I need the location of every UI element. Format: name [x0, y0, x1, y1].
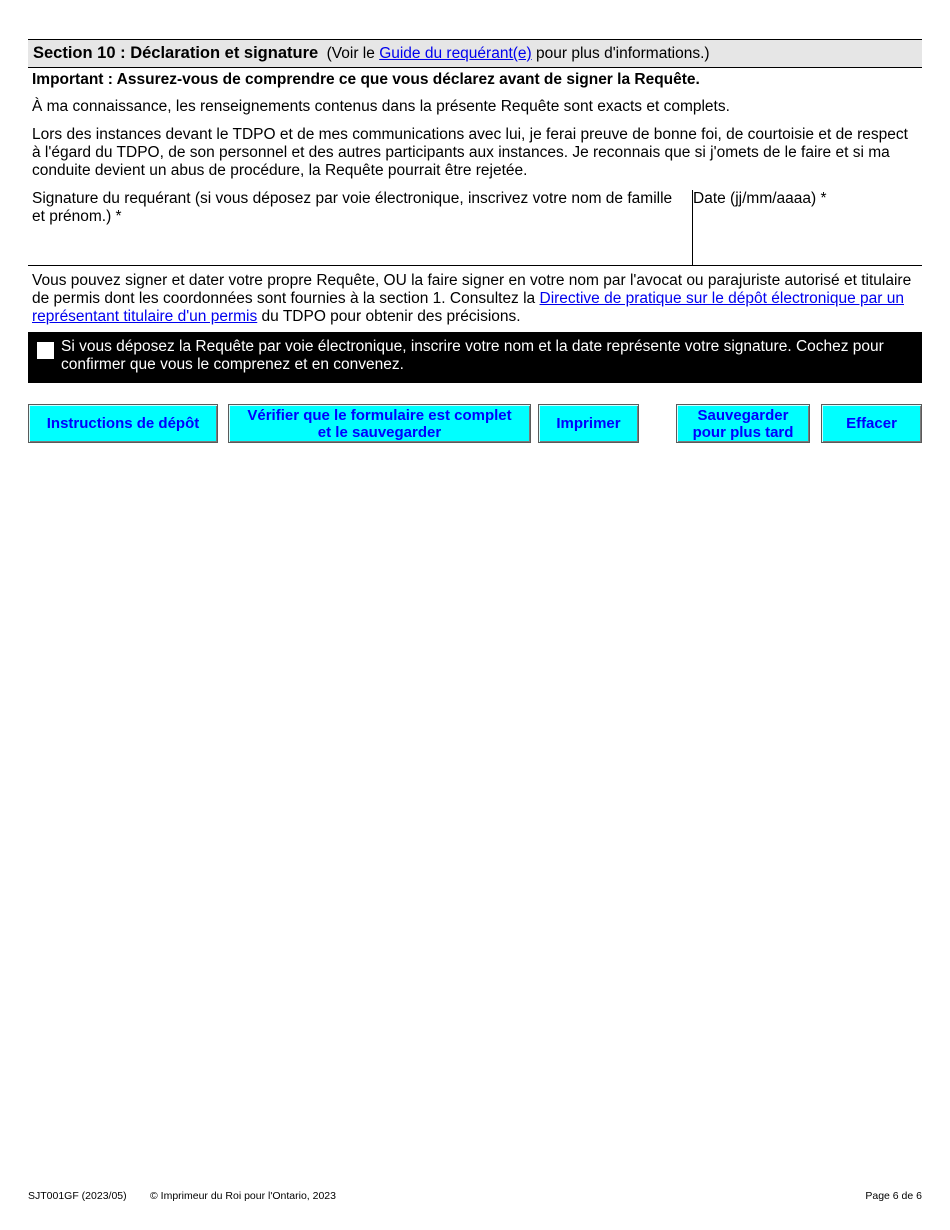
save-later-label-line1: Sauvegarder: [697, 406, 789, 424]
date-field[interactable]: [697, 243, 918, 263]
date-label: Date (jj/mm/aaaa) *: [693, 190, 827, 207]
clear-button[interactable]: [821, 404, 922, 443]
save-later-button[interactable]: [676, 404, 810, 443]
save-later-label-line2: pour plus tard: [692, 423, 794, 441]
signing-info-suffix: du TDPO pour obtenir des précisions.: [257, 308, 521, 325]
filing-instructions-label: Instructions de dépôt: [46, 415, 200, 432]
verify-save-label-line2: et le sauvegarder: [317, 423, 442, 441]
signing-info-text: Vous pouvez signer et dater votre propre Requête, OU la faire signer en votre nom par l'avocat ou parajuriste autorisé et titulaire de permis dont les coordonnées sont fournies à la section 1. Consultez la: [32, 272, 912, 307]
verify-save-label-line1: Vérifier que le formulaire est complet: [247, 406, 512, 424]
section-header: [28, 39, 922, 68]
filing-instructions-button[interactable]: [28, 404, 218, 443]
confirm-checkbox[interactable]: [37, 342, 54, 359]
conduct-statement: Lors des instances devant le TDPO et de mes communications avec lui, je ferai preuve de bonne foi, de courtoisie et de respect à l'égard du TDPO, de son personnel et des autres participants aux instances. Je reconnais que si j'omets de le faire et si ma conduite devient un abus de procédure, la Requête pourrait être rejetée.: [32, 126, 908, 179]
confirmation-bar: [28, 332, 922, 383]
signature-label: Signature du requérant (si vous déposez par voie électronique, inscrivez votre nom de famille et prénom.) *: [32, 190, 673, 225]
page-number: Page 6 de 6: [865, 1190, 922, 1202]
practice-direction-link[interactable]: Directive de pratique sur le dépôt électronique par un représentant titulaire d'un permis: [32, 290, 904, 325]
section-note: [327, 45, 710, 62]
print-button[interactable]: [538, 404, 639, 443]
section-note-prefix: (Voir le: [326, 45, 380, 62]
signature-date-row: [28, 190, 922, 266]
important-notice: Important : Assurez-vous de comprendre ce que vous déclarez avant de signer la Requête.: [32, 71, 700, 88]
accuracy-statement: À ma connaissance, les renseignements contenus dans la présente Requête sont exacts et complets.: [32, 98, 730, 115]
form-page: [28, 39, 922, 445]
section-title: Section 10 : Déclaration et signature: [33, 44, 319, 62]
section-note-suffix: pour plus d'informations.): [531, 45, 710, 62]
signing-info: [28, 272, 922, 326]
action-buttons: [28, 404, 922, 445]
signature-cell: [28, 190, 693, 265]
print-label: Imprimer: [556, 415, 621, 432]
date-cell: [693, 190, 922, 265]
confirm-text: Si vous déposez la Requête par voie électronique, inscrire votre nom et la date représente votre signature. Cochez pour confirmer que vous le comprenez et en convenez.: [61, 338, 884, 373]
signature-field[interactable]: [32, 243, 688, 263]
guide-link[interactable]: Guide du requérant(e): [379, 45, 532, 62]
clear-label: Effacer: [846, 415, 897, 432]
copyright: © Imprimeur du Roi pour l'Ontario, 2023: [150, 1190, 336, 1202]
form-code: SJT001GF (2023/05): [28, 1190, 127, 1202]
verify-save-button[interactable]: [228, 404, 531, 443]
